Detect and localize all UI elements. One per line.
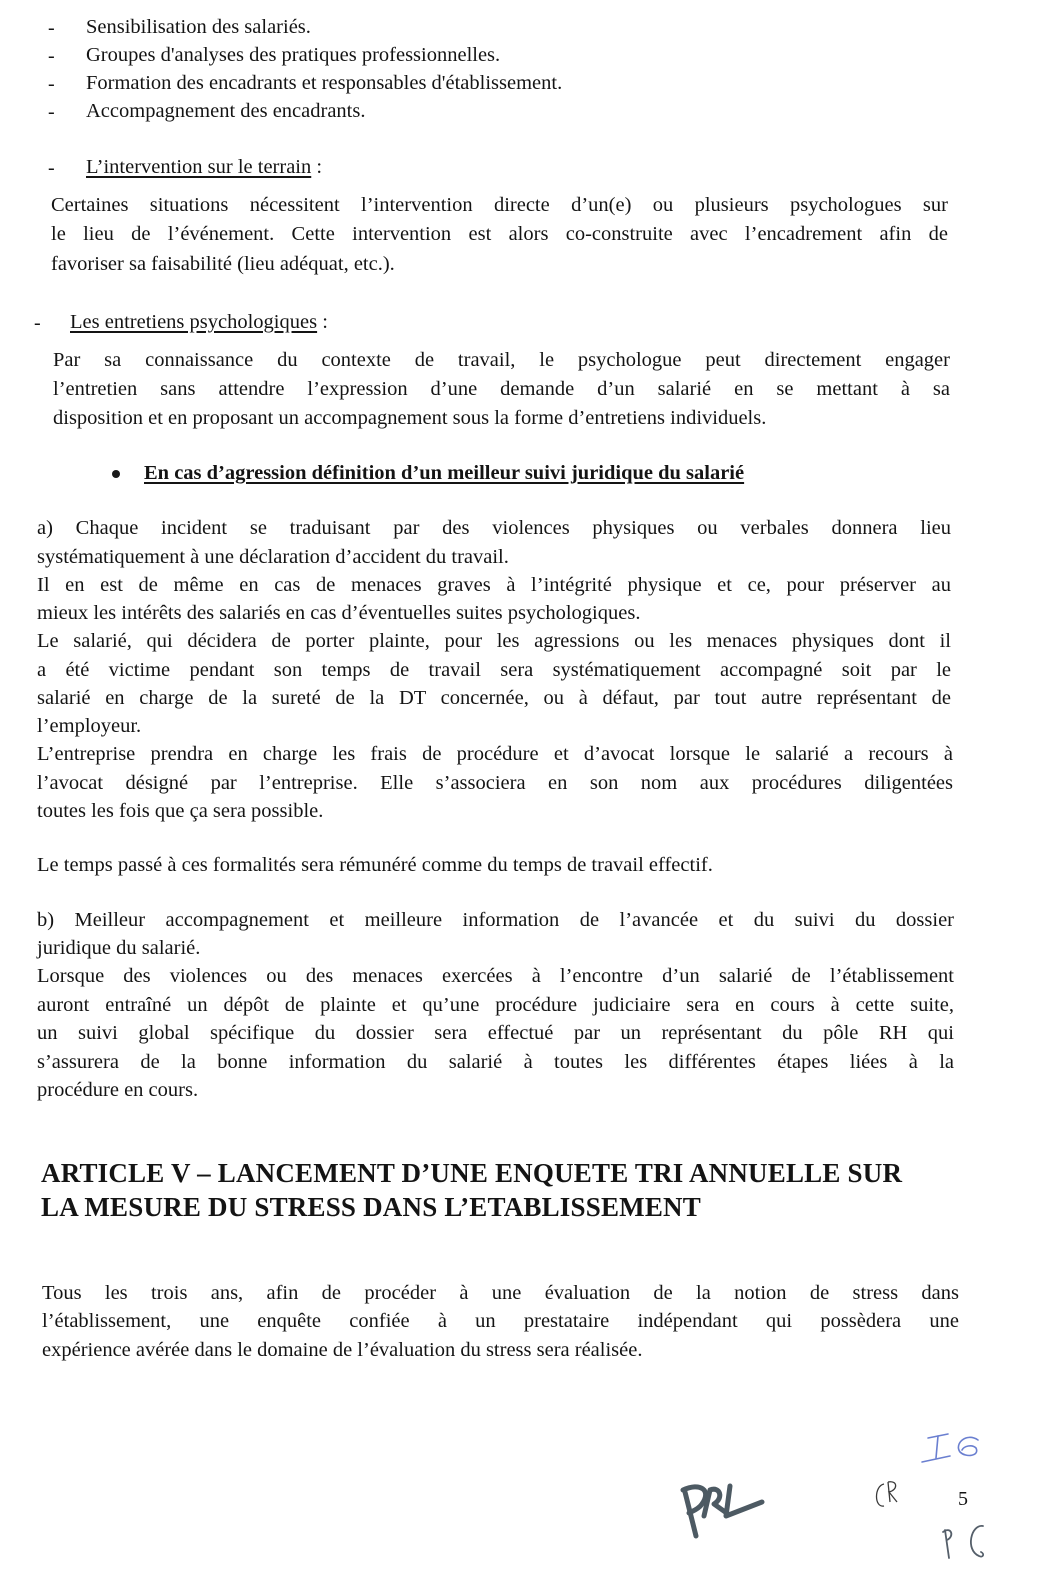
entretiens-line: l’entretien sans attendre l’expression d’une demande d’un salarié en se mettant à sa	[53, 378, 950, 400]
section-a-line: a été victime pendant son temps de travail sera systématiquement accompagné soit par le	[37, 659, 951, 681]
section-b-line: juridique du salarié.	[37, 937, 201, 959]
list-item: Sensibilisation des salariés.	[86, 16, 311, 38]
terrain-colon: :	[311, 156, 323, 178]
terrain-heading	[86, 157, 322, 178]
terrain-line: Certaines situations nécessitent l’intervention directe d’un(e) ou plusieurs psychologues sur	[51, 194, 948, 216]
article-line: expérience avérée dans le domaine de l’évaluation du stress sera réalisée.	[42, 1339, 643, 1361]
article-title-line: LA MESURE DU STRESS DANS L’ETABLISSEMENT	[41, 1192, 701, 1222]
section-a-line: a) Chaque incident se traduisant par des violences physiques ou verbales donnera lieu	[37, 517, 951, 539]
remuneration-line: Le temps passé à ces formalités sera rémunéré comme du temps de travail effectif.	[37, 854, 713, 876]
agression-heading: En cas d’agression définition d’un meilleur suivi juridique du salarié	[144, 462, 745, 484]
list-dash: -	[34, 312, 41, 334]
initials-cr-icon	[872, 1478, 902, 1512]
entretiens-line: Par sa connaissance du contexte de travail, le psychologue peut directement engager	[53, 349, 950, 371]
list-dash: -	[48, 157, 55, 179]
entretiens-title: Les entretiens psychologiques	[70, 311, 318, 333]
section-a-line: Le salarié, qui décidera de porter plainte, pour les agressions ou les menaces physiques dont il	[37, 630, 951, 652]
section-a-line: Il en est de même en cas de menaces graves à l’intégrité physique et ce, pour préserver au	[37, 574, 951, 596]
section-b-line: s’assurera de la bonne information du salarié à toutes les différentes étapes liées à la	[37, 1051, 954, 1073]
section-a-line: toutes les fois que ça sera possible.	[37, 800, 324, 822]
list-item: Groupes d'analyses des pratiques professionnelles.	[86, 44, 501, 66]
initials-ig-icon	[920, 1428, 990, 1468]
article-line: l’établissement, une enquête confiée à un prestataire indépendant qui possèdera une	[42, 1310, 959, 1332]
section-b-line: auront entraîné un dépôt de plainte et qu’une procédure judiciaire sera en cours à cette suite,	[37, 994, 954, 1016]
list-dash: -	[48, 17, 55, 39]
entretiens-line: disposition et en proposant un accompagnement sous la forme d’entretiens individuels.	[53, 407, 767, 429]
list-dash: -	[48, 101, 55, 123]
initials-prl-icon	[680, 1480, 775, 1540]
list-item: Accompagnement des encadrants.	[86, 100, 366, 122]
section-a-line: L’entreprise prendra en charge les frais de procédure et d’avocat lorsque le salarié a recours à	[37, 743, 953, 765]
section-b-line: un suivi global spécifique du dossier sera effectué par un représentant du pôle RH qui	[37, 1022, 954, 1044]
section-a-line: l’avocat désigné par l’entreprise. Elle s’associera en son nom aux procédures diligentées	[37, 772, 953, 794]
section-a-line: l’employeur.	[37, 715, 142, 737]
entretiens-heading	[70, 312, 328, 333]
initials-rc-icon	[935, 1520, 995, 1570]
section-a-line: mieux les intérêts des salariés en cas d’éventuelles suites psychologiques.	[37, 602, 641, 624]
page-number: 5	[958, 1488, 968, 1510]
section-a-line: systématiquement à une déclaration d’accident du travail.	[37, 546, 509, 568]
bullet-icon	[112, 470, 120, 478]
terrain-line: favoriser sa faisabilité (lieu adéquat, etc.).	[51, 253, 395, 275]
section-a-line: salarié en charge de la sureté de la DT concernée, ou à défaut, par tout autre représentant de	[37, 687, 951, 709]
article-line: Tous les trois ans, afin de procéder à une évaluation de la notion de stress dans	[42, 1282, 959, 1304]
section-b-line: b) Meilleur accompagnement et meilleure information de l’avancée et du suivi du dossier	[37, 909, 954, 931]
list-dash: -	[48, 45, 55, 67]
list-dash: -	[48, 73, 55, 95]
section-b-line: procédure en cours.	[37, 1079, 199, 1101]
list-item: Formation des encadrants et responsables d'établissement.	[86, 72, 563, 94]
section-b-line: Lorsque des violences ou des menaces exercées à l’encontre d’un salarié de l’établissement	[37, 965, 954, 987]
entretiens-colon: :	[317, 311, 328, 333]
article-title-line: ARTICLE V – LANCEMENT D’UNE ENQUETE TRI ANNUELLE SUR	[41, 1158, 903, 1188]
terrain-line: le lieu de l’événement. Cette intervention est alors co-construite avec l’encadrement afin de	[51, 223, 948, 245]
terrain-title: L’intervention sur le terrain	[86, 156, 312, 178]
